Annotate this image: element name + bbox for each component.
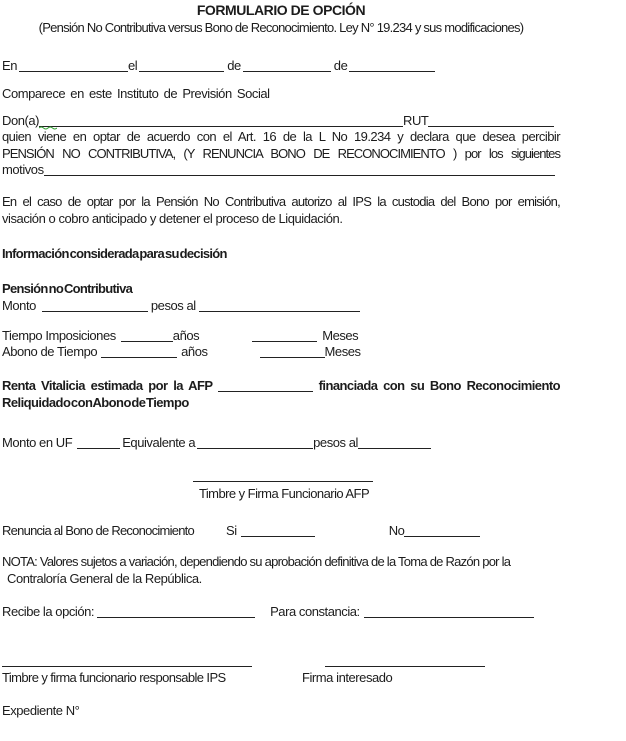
blank-motivos[interactable]: [44, 163, 555, 176]
blank-abono-anos[interactable]: [101, 345, 177, 358]
optar-line3: [2, 162, 560, 179]
date-de2-label: de: [333, 58, 348, 73]
blank-city[interactable]: [19, 59, 128, 72]
info-header: Información considerada para su decisión: [2, 246, 227, 261]
rut-label: RUT: [403, 113, 429, 128]
nota-line1: NOTA: Valores sujetos a variación, dependiendo su aprobación definitiva de la Toma de Razón por la: [2, 554, 511, 569]
motivos-label: motivos: [2, 162, 44, 177]
interesado-signature-label: Firma interesado: [302, 670, 393, 685]
blank-imposiciones-anos[interactable]: [121, 329, 173, 342]
page-subtitle: (Pensión No Contributiva versus Bono de Reconocimiento. Ley N° 19.234 y sus modificaciones): [38, 20, 524, 35]
expediente-label: Expediente N°: [2, 703, 80, 718]
date-el-label: el: [128, 58, 138, 73]
date-en-label: En: [2, 58, 18, 73]
optar-line1: quien viene en optar de acuerdo con el Art. 16 de la L No 19.234 y declara que desea percibir: [2, 129, 560, 144]
afp-signature-label: Timbre y Firma Funcionario AFP: [198, 486, 370, 501]
afp-signature-line[interactable]: [193, 481, 373, 482]
constancia-label: Para constancia:: [270, 604, 360, 619]
caso-line2: visación o cobro anticipado y detener el proceso de Liquidación.: [2, 210, 343, 226]
recibe-label: Recibe la opción:: [2, 604, 95, 619]
tiempo-meses-label: Meses: [322, 328, 359, 343]
renta-after-label: financiada con su Bono Reconocimiento: [318, 378, 561, 393]
recibe-line: [2, 604, 534, 620]
page-title: FORMULARIO DE OPCIÓN: [196, 2, 366, 18]
abono-label: Abono de Tiempo: [2, 344, 98, 359]
renta-line1: [2, 378, 560, 395]
monto-uf-label: Monto en UF: [2, 435, 73, 450]
abono-line: [2, 344, 361, 360]
blank-recibe[interactable]: [97, 605, 255, 618]
blank-equivalente[interactable]: [197, 436, 313, 449]
blank-uf[interactable]: [77, 436, 120, 449]
blank-rut[interactable]: [428, 114, 554, 127]
pension-header: Pensión no Contributiva: [2, 281, 133, 296]
tiempo-line: [2, 328, 358, 344]
blank-abono-meses[interactable]: [260, 345, 325, 358]
monto-uf-line: [2, 435, 431, 451]
caso-line1: En el caso de optar por la Pensión No Contributiva autorizo al IPS la custodia del Bono por emisión,: [2, 194, 560, 209]
blank-imposiciones-meses[interactable]: [252, 329, 317, 342]
tiempo-anios-label: años: [172, 328, 200, 343]
blank-afp[interactable]: [218, 379, 313, 392]
renuncia-line: [2, 523, 480, 539]
blank-monto-fecha[interactable]: [199, 299, 360, 312]
blank-constancia[interactable]: [364, 605, 534, 618]
date-line: [2, 58, 435, 74]
optar-line2: PENSIÓN NO CONTRIBUTIVA, (Y RENUNCIA BONO DE RECONOCIMIENTO ) por los siguientes: [2, 145, 560, 161]
si-label: Si: [226, 523, 237, 538]
ips-signature-line[interactable]: [2, 666, 252, 667]
renuncia-label: Renuncia al Bono de Reconocimiento: [2, 523, 195, 538]
monto-line: [2, 298, 360, 314]
uf-pesos-al-label: pesos al: [313, 435, 358, 450]
blank-uf-fecha[interactable]: [358, 436, 431, 449]
comparece-text: Comparece en este Instituto de Previsión Social: [2, 86, 270, 101]
renta-paragraph: [2, 378, 560, 411]
don-label: Don(a): [2, 113, 40, 128]
no-label: No: [388, 523, 405, 538]
blank-name[interactable]: [39, 114, 403, 127]
pesos-al-label: pesos al: [150, 298, 196, 313]
blank-month[interactable]: [243, 59, 331, 72]
ips-signature-label: Timbre y firma funcionario responsable IPS: [2, 670, 226, 685]
equivalente-label: Equivalente a: [122, 435, 196, 450]
nota-paragraph: [2, 554, 510, 587]
blank-no[interactable]: [404, 524, 480, 537]
blank-si[interactable]: [241, 524, 315, 537]
abono-anios-label: años: [181, 344, 208, 359]
blank-monto[interactable]: [42, 299, 148, 312]
optar-paragraph: [2, 129, 560, 179]
date-de1-label: de: [227, 58, 241, 73]
abono-meses-label: Meses: [324, 344, 361, 359]
caso-paragraph: [2, 194, 560, 227]
nota-line2: Contraloría General de la República.: [7, 570, 202, 586]
renta-before-label: Renta Vitalicia estimada por la AFP: [2, 378, 213, 393]
tiempo-label: Tiempo Imposiciones: [2, 328, 116, 343]
blank-year[interactable]: [349, 59, 435, 72]
interesado-signature-line[interactable]: [325, 666, 485, 667]
monto-label: Monto: [2, 298, 36, 313]
blank-day[interactable]: [139, 59, 224, 72]
renta-line2: Reliquidado con Abono de Tiempo: [2, 394, 189, 410]
don-rut-line: [2, 113, 554, 129]
